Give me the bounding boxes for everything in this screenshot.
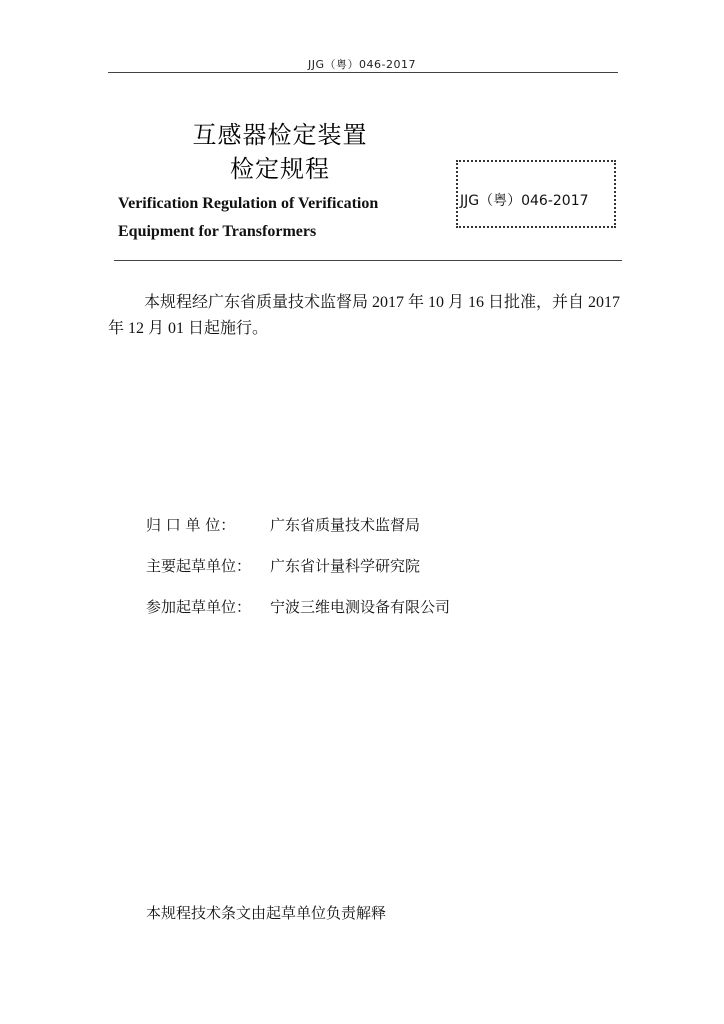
approval-paragraph: 本规程经广东省质量技术监督局 2017 年 10 月 16 日批准，并自 2017 年 12 月 01 日起施行。	[108, 294, 621, 337]
interpretation-note: 本规程技术条文由起草单位负责解释	[146, 904, 387, 922]
header-divider	[108, 72, 618, 73]
org-label: 参加起草单位：	[146, 598, 252, 616]
regulation-code: JJG（粤）046-2017	[460, 193, 589, 209]
org-value: 宁波三维电测设备有限公司	[270, 598, 451, 616]
org-label: 主要起草单位：	[146, 557, 252, 575]
title-line-2: 检定规程	[230, 155, 330, 183]
title-line-1: 互感器检定装置	[192, 121, 368, 149]
org-row-main-drafter	[146, 555, 420, 576]
english-title-line-2: Equipment for Transformers	[118, 223, 317, 240]
running-header: JJG（粤）046-2017	[308, 58, 416, 71]
org-value: 广东省计量科学研究院	[270, 557, 421, 575]
org-label: 归 口 单 位：	[146, 516, 236, 534]
english-title-line-1: Verification Regulation of Verification	[118, 195, 379, 212]
chinese-title	[150, 118, 410, 186]
regulation-code-box	[456, 160, 616, 228]
org-row-responsible	[146, 514, 420, 535]
title-divider	[114, 260, 622, 261]
org-row-participating-drafter	[146, 596, 450, 617]
english-title	[118, 190, 438, 246]
org-value: 广东省质量技术监督局	[270, 516, 421, 534]
